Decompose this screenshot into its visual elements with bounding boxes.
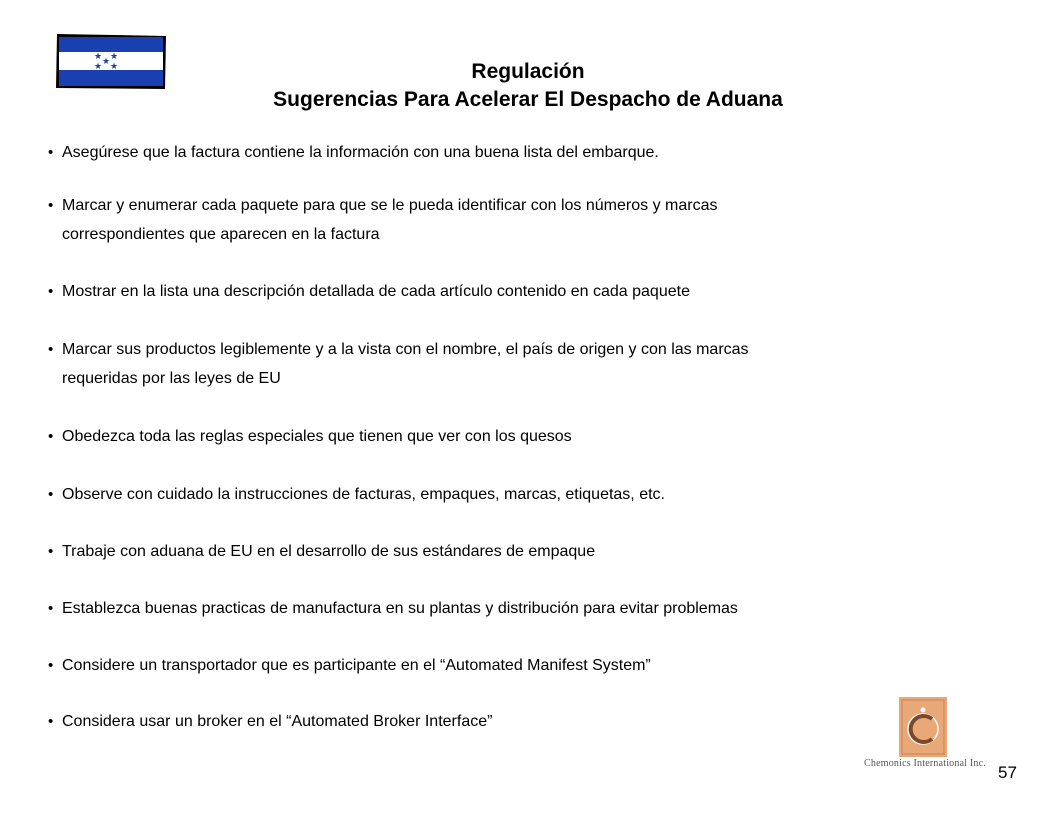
svg-text:★: ★ [94,52,103,62]
bullet-dot-icon: • [48,283,54,300]
bullet-line: Mostrar en la lista una descripción detallada de cada artículo contenido en cada paquete [62,283,690,300]
bullet-item [48,277,690,306]
bullet-dot-icon: • [48,486,54,503]
page-number: 57 [998,763,1017,782]
bullet-item [48,594,738,623]
slide-header [0,58,1056,114]
bullet-item [48,422,572,451]
bullet-item [48,651,651,680]
svg-text:★: ★ [102,57,111,67]
bullet-line: Considere un transportador que es participante en el “Automated Manifest System” [62,657,651,674]
bullet-dot-icon: • [48,600,54,617]
chemonics-logo-icon [899,697,947,757]
bullet-line: Asegúrese que la factura contiene la información con una buena lista del embarque. [62,144,659,161]
svg-text:★: ★ [94,62,103,72]
bullet-dot-icon: • [48,144,54,161]
bullet-item [48,537,595,566]
bullet-dot-icon: • [48,341,54,358]
bullet-dot-icon: • [48,713,54,730]
bullet-line: Obedezca toda las reglas especiales que tienen que ver con los quesos [62,428,572,445]
slide-title: Regulación [471,60,585,83]
bullet-line: correspondientes que aparecen en la factura [62,226,380,243]
bullet-dot-icon: • [48,543,54,560]
bullet-line: Marcar y enumerar cada paquete para que se le pueda identificar con los números y marcas [62,197,718,214]
svg-text:★: ★ [110,62,119,72]
bullet-item [48,707,492,736]
bullet-line: Establezca buenas practicas de manufactura en su plantas y distribución para evitar problemas [62,600,738,617]
bullet-dot-icon: • [48,197,54,214]
bullet-item [48,138,659,167]
bullet-item [48,480,665,509]
bullet-line: Trabaje con aduana de EU en el desarrollo de sus estándares de empaque [62,543,596,560]
bullet-line: requeridas por las leyes de EU [62,370,281,387]
bullet-dot-icon: • [48,428,54,445]
bullet-line: Observe con cuidado la instrucciones de facturas, empaques, marcas, etiquetas, etc. [62,486,665,503]
svg-text:★: ★ [110,52,119,62]
slide-subtitle: Sugerencias Para Acelerar El Despacho de Aduana [273,88,783,111]
chemonics-logo [858,697,992,777]
bullet-item [48,191,717,249]
bullet-line: Marcar sus productos legiblemente y a la vista con el nombre, el país de origen y con las marcas [62,341,749,358]
bullet-dot-icon: • [48,657,54,674]
bullet-item [48,335,749,393]
company-name: Chemonics International Inc. [864,758,986,769]
bullet-line: Considera usar un broker en el “Automated Broker Interface” [62,713,493,730]
